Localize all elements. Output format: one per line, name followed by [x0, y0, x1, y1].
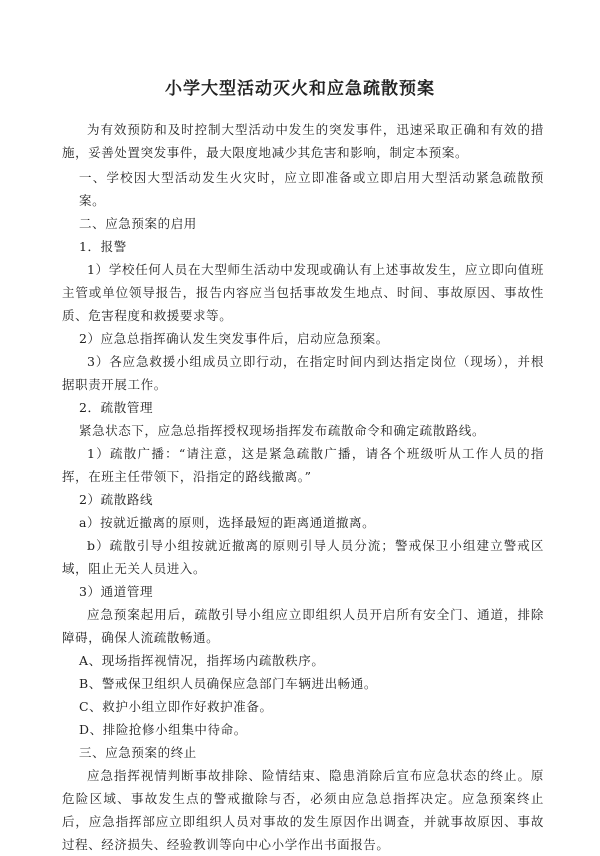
section-2-2-item-B: B、警戒保卫组织人员确保应急部门车辆进出畅通。	[79, 676, 377, 691]
section-2-1-item-1: 1）学校任何人员在大型师生活动中发现或确认有上述事故发生，应立即向值班主管或单位领导报告，报告内容应当包括事故发生地点、时间、事故原因、事故性质、危害程度和救援要求等。	[62, 262, 544, 323]
section-2-2-heading: 2．疏散管理	[79, 400, 154, 415]
section-2-2-item-3: 3）通道管理	[79, 584, 154, 599]
intro-paragraph: 为有效预防和及时控制大型活动中发生的突发事件，迅速采取正确和有效的措施，妥善处置突发事件，最大限度地减少其危害和影响，制定本预案。	[62, 122, 544, 160]
section-2-2-item-D: D、排险抢修小组集中待命。	[79, 722, 247, 737]
section-2-heading: 二、应急预案的启用	[79, 216, 197, 231]
section-2-2-item-C: C、救护小组立即作好救护准备。	[79, 699, 273, 714]
section-1: 一、学校因大型活动发生火灾时，应立即准备或立即启用大型活动紧急疏散预案。	[79, 170, 544, 208]
section-2-1-item-2: 2）应急总指挥确认发生突发事件后，启动应急预案。	[79, 331, 389, 346]
section-2-2-item-1: 1）疏散广播：“请注意，这是紧急疏散广播，请各个班级听从工作人员的指挥，在班主任带领下，沿指定的路线撤离。”	[62, 446, 544, 484]
section-2-2-item-3-text: 应急预案起用后，疏散引导小组应立即组织人员开启所有安全门、通道，排除障碍，确保人流疏散畅通。	[62, 607, 544, 645]
document-title: 小学大型活动灭火和应急疏散预案	[165, 79, 435, 99]
section-2-2-item-2b: b）疏散引导小组按就近撤离的原则引导人员分流；警戒保卫小组建立警戒区域，阻止无关人员进入。	[62, 538, 544, 576]
section-2-2-item-2: 2）疏散路线	[79, 492, 154, 507]
section-2-2-intro: 紧急状态下，应急总指挥授权现场指挥发布疏散命令和确定疏散路线。	[79, 423, 486, 438]
section-2-2-item-2a: a）按就近撤离的原则，选择最短的距离通道撤离。	[79, 515, 376, 530]
document-body	[62, 118, 544, 856]
section-2-1-item-3: 3）各应急救援小组成员立即行动，在指定时间内到达指定岗位（现场），并根据职责开展工作。	[62, 354, 544, 392]
section-2-2-item-A: A、现场指挥视情况，指挥场内疏散秩序。	[79, 653, 325, 668]
section-3-heading: 三、应急预案的终止	[79, 745, 197, 760]
section-2-1-heading: 1．报警	[79, 239, 127, 254]
section-3-text: 应急指挥视情判断事故排除、险情结束、隐患消除后宣布应急状态的终止。原危险区域、事故发生点的警戒撤除与否，必须由应急总指挥决定。应急预案终止后，应急指挥部应立即组织人员对事故的发生原因作出调查，并就事故原因、事故过程、经济损失、经验教训等向中心小学作出书面报告。	[62, 768, 544, 852]
